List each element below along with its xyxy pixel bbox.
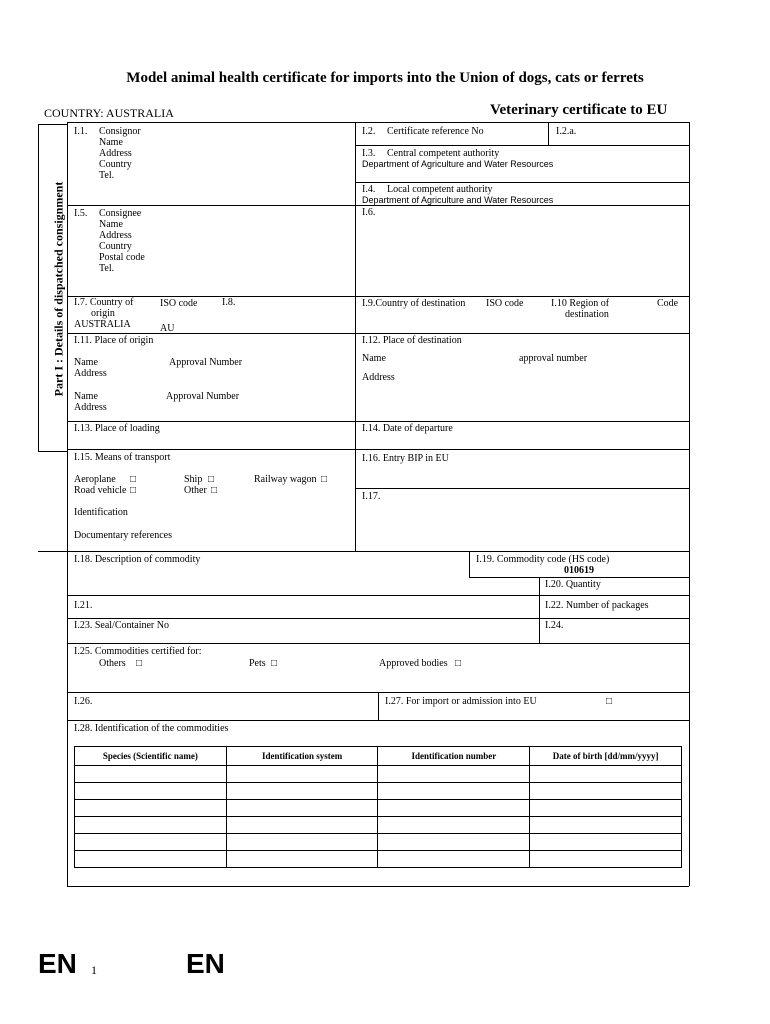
i7-label: I.7. Country of — [74, 297, 134, 308]
aeroplane-label: Aeroplane — [74, 474, 116, 485]
railway-label: Railway wagon — [254, 474, 317, 485]
line-i23 — [67, 618, 689, 619]
i3-title: Central competent authority — [387, 148, 500, 159]
i2-title: Certificate reference No — [387, 126, 484, 137]
table-cell[interactable] — [75, 817, 227, 834]
i9-label: I.9.Country of destination — [362, 298, 466, 309]
road-checkbox[interactable]: □ — [130, 485, 137, 496]
i14-label: I.14. Date of departure — [362, 423, 453, 434]
i1-tel: Tel. — [99, 170, 115, 181]
i5-address: Address — [99, 230, 132, 241]
table-cell[interactable] — [75, 851, 227, 868]
road-label: Road vehicle — [74, 485, 127, 496]
table-cell[interactable] — [226, 783, 378, 800]
table-cell[interactable] — [530, 851, 682, 868]
code-label: Code — [657, 298, 679, 309]
i24-label: I.24. — [545, 620, 564, 631]
col-id-number: Identification number — [378, 747, 530, 766]
line-i21 — [67, 595, 689, 596]
i13-label: I.13. Place of loading — [74, 423, 160, 434]
identification-label: Identification — [74, 507, 128, 518]
col-dob: Date of birth [dd/mm/yyyy] — [530, 747, 682, 766]
i2a-divider — [548, 122, 549, 145]
i25-label: I.25. Commodities certified for: — [74, 646, 202, 657]
i20-divider — [539, 577, 540, 644]
i12-address: Address — [362, 372, 395, 383]
approved-bodies-checkbox[interactable]: □ — [455, 658, 462, 669]
ship-label: Ship — [184, 474, 203, 485]
footer-lang-right: EN — [186, 948, 225, 979]
railway-checkbox[interactable]: □ — [321, 474, 328, 485]
i1-title: Consignor — [99, 126, 141, 137]
i23-label: I.23. Seal/Container No — [74, 620, 169, 631]
i11-approval-2: Approval Number — [166, 391, 240, 402]
ship-checkbox[interactable]: □ — [208, 474, 215, 485]
form-top-border — [67, 122, 689, 123]
table-cell[interactable] — [75, 800, 227, 817]
iso-code-value: AU — [160, 323, 175, 334]
i4-title: Local competent authority — [387, 184, 493, 195]
i5-name: Name — [99, 219, 123, 230]
table-cell[interactable] — [530, 834, 682, 851]
form-left-border — [67, 122, 68, 886]
i21-label: I.21. — [74, 600, 93, 611]
i17-label: I.17. — [362, 491, 381, 502]
i11-label: I.11. Place of origin — [74, 335, 154, 346]
pets-checkbox[interactable]: □ — [271, 658, 278, 669]
i19-label: I.19. Commodity code (HS code) — [476, 554, 610, 565]
line-i18 — [67, 551, 689, 552]
part-label: Part I : Details of dispatched consignment — [51, 181, 66, 397]
other-label: Other — [184, 485, 207, 496]
table-cell[interactable] — [75, 783, 227, 800]
table-row — [75, 783, 682, 800]
i12-approval: approval number — [519, 353, 588, 364]
identification-table — [74, 746, 682, 868]
line-i3 — [355, 145, 689, 146]
i11-name-2: Name — [74, 391, 98, 402]
i20-label: I.20. Quantity — [545, 579, 601, 590]
approved-bodies-label: Approved bodies — [379, 658, 448, 669]
aeroplane-checkbox[interactable]: □ — [130, 474, 137, 485]
form-bottom-border — [67, 886, 689, 887]
table-cell[interactable] — [226, 766, 378, 783]
i15-label: I.15. Means of transport — [74, 452, 171, 463]
table-cell[interactable] — [530, 817, 682, 834]
line-i20 — [469, 577, 689, 578]
i12-label: I.12. Place of destination — [362, 335, 462, 346]
table-cell[interactable] — [75, 766, 227, 783]
col-species: Species (Scientific name) — [75, 747, 227, 766]
i6-label: I.6. — [362, 207, 376, 218]
i11-approval-1: Approval Number — [169, 357, 243, 368]
table-cell[interactable] — [75, 834, 227, 851]
i27-checkbox[interactable]: □ — [606, 696, 613, 707]
i5-postal: Postal code — [99, 252, 145, 263]
i10-destination: destination — [565, 309, 609, 320]
i3-label: I.3. — [362, 148, 376, 159]
table-cell[interactable] — [378, 851, 530, 868]
i10-label: I.10 Region of — [551, 298, 610, 309]
i7-value: AUSTRALIA — [74, 319, 131, 330]
i1-country: Country — [99, 159, 132, 170]
table-cell[interactable] — [226, 834, 378, 851]
table-cell[interactable] — [226, 800, 378, 817]
table-cell[interactable] — [530, 766, 682, 783]
i4-label: I.4. — [362, 184, 376, 195]
page-number: 1 — [91, 963, 97, 977]
i11-address-2: Address — [74, 402, 107, 413]
line-i4 — [355, 182, 689, 183]
i28-label: I.28. Identification of the commodities — [74, 723, 229, 734]
form-right-border — [689, 122, 690, 886]
i1-address: Address — [99, 148, 132, 159]
i2-label: I.2. — [362, 126, 376, 137]
table-row — [75, 834, 682, 851]
line-i15 — [67, 449, 689, 450]
i12-name: Name — [362, 353, 386, 364]
i16-label: I.16. Entry BIP in EU — [362, 453, 449, 464]
table-cell[interactable] — [378, 783, 530, 800]
side-frame-left — [38, 124, 39, 451]
i22-label: I.22. Number of packages — [545, 600, 649, 611]
i5-label: I.5. — [74, 208, 88, 219]
table-cell[interactable] — [530, 800, 682, 817]
certificate-type: Veterinary certificate to EU — [490, 102, 668, 118]
i4-value: Department of Agriculture and Water Resources — [362, 195, 554, 205]
i5-tel: Tel. — [99, 263, 115, 274]
country-label: COUNTRY: AUSTRALIA — [44, 106, 174, 120]
table-cell[interactable] — [378, 766, 530, 783]
i2a-label: I.2.a. — [556, 126, 577, 137]
i8-label: I.8. — [222, 297, 236, 308]
table-cell[interactable] — [378, 817, 530, 834]
table-row — [75, 800, 682, 817]
i11-name-1: Name — [74, 357, 98, 368]
line-i13 — [67, 421, 689, 422]
i26-label: I.26. — [74, 696, 93, 707]
hs-code-value: 010619 — [564, 565, 594, 576]
footer-lang-left: EN — [38, 948, 77, 979]
table-row — [75, 766, 682, 783]
table-row — [75, 817, 682, 834]
col-id-system: Identification system — [226, 747, 378, 766]
i27-label: I.27. For import or admission into EU — [385, 696, 537, 707]
i7-origin: origin — [91, 308, 115, 319]
doc-refs-label: Documentary references — [74, 530, 172, 541]
part-divider-tick — [38, 551, 68, 552]
i18-label: I.18. Description of commodity — [74, 554, 201, 565]
line-i28 — [67, 720, 689, 721]
table-cell[interactable] — [378, 800, 530, 817]
table-cell[interactable] — [530, 783, 682, 800]
pets-label: Pets — [249, 658, 266, 669]
iso-code-label-2: ISO code — [486, 298, 524, 309]
line-i7 — [67, 296, 689, 297]
table-cell[interactable] — [226, 851, 378, 868]
others-checkbox[interactable]: □ — [136, 658, 143, 669]
i1-label: I.1. — [74, 126, 88, 137]
side-frame-bottom — [38, 451, 68, 452]
i3-value: Department of Agriculture and Water Resources — [362, 159, 554, 169]
table-cell[interactable] — [226, 817, 378, 834]
table-row — [75, 851, 682, 868]
document-title: Model animal health certificate for imports into the Union of dogs, cats or ferrets — [126, 70, 644, 86]
iso-code-label: ISO code — [160, 298, 198, 309]
table-cell[interactable] — [378, 834, 530, 851]
line-i17 — [355, 488, 689, 489]
i27-divider — [378, 692, 379, 720]
other-checkbox[interactable]: □ — [211, 485, 218, 496]
i19-divider — [469, 551, 470, 577]
i1-name: Name — [99, 137, 123, 148]
i11-address-1: Address — [74, 368, 107, 379]
others-label: Others — [99, 658, 126, 669]
side-frame-top — [38, 124, 68, 125]
line-i25 — [67, 643, 689, 644]
i5-title: Consignee — [99, 208, 142, 219]
i5-country: Country — [99, 241, 132, 252]
